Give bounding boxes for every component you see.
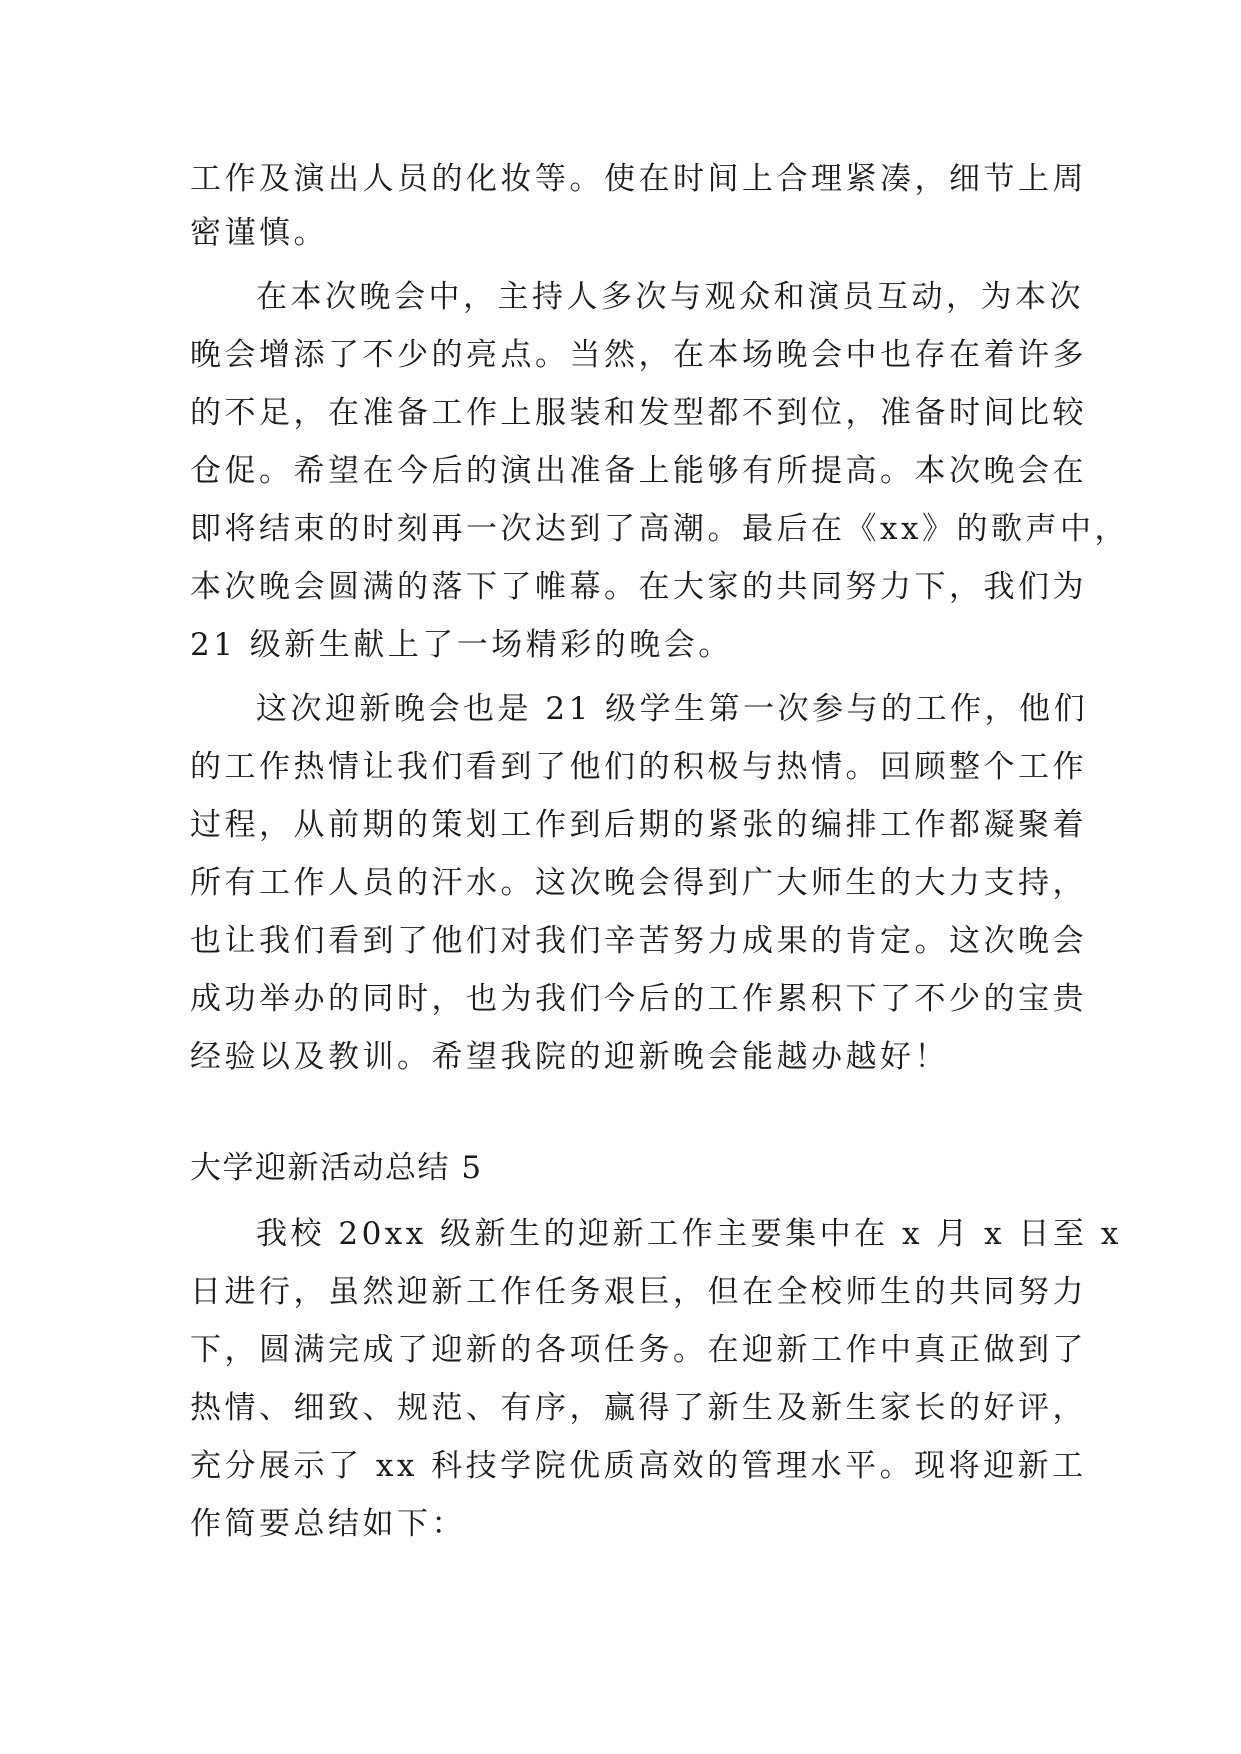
paragraph-line: 的不足，在准备工作上服装和发型都不到位，准备时间比较 [190, 395, 1087, 431]
paragraph-line: 即将结束的时刻再一次达到了高潮。最后在《xx》的歌声中， [190, 511, 1129, 547]
paragraph-line: 成功举办的同时，也为我们今后的工作累积下了不少的宝贵 [190, 981, 1087, 1017]
paragraph-line: 也让我们看到了他们对我们辛苦努力成果的肯定。这次晚会 [190, 923, 1087, 959]
paragraph-line: 充分展示了 xx 科技学院优质高效的管理水平。现将迎新工 [190, 1448, 1087, 1484]
paragraph-line: 密谨慎。 [190, 215, 328, 251]
paragraph-line: 这次迎新晚会也是 21 级学生第一次参与的工作，他们 [256, 691, 1089, 727]
paragraph-line: 仓促。希望在今后的演出准备上能够有所提高。本次晚会在 [190, 453, 1087, 489]
paragraph-line: 在本次晚会中，主持人多次与观众和演员互动，为本次 [256, 279, 1084, 315]
paragraph-line: 日进行，虽然迎新工作任务艰巨，但在全校师生的共同努力 [190, 1274, 1087, 1310]
paragraph-line: 过程，从前期的策划工作到后期的紧张的编排工作都凝聚着 [190, 807, 1087, 843]
paragraph-line: 的工作热情让我们看到了他们的积极与热情。回顾整个工作 [190, 749, 1087, 785]
paragraph-line: 作简要总结如下： [190, 1506, 466, 1542]
paragraph-line: 我校 20xx 级新生的迎新工作主要集中在 x 月 x 日至 x [256, 1216, 1122, 1252]
paragraph-line: 经验以及教训。希望我院的迎新晚会能越办越好！ [190, 1039, 949, 1075]
paragraph-line: 21 级新生献上了一场精彩的晚会。 [190, 627, 733, 663]
paragraph-line: 热情、细致、规范、有序，赢得了新生及新生家长的好评， [190, 1390, 1087, 1426]
paragraph-line: 本次晚会圆满的落下了帷幕。在大家的共同努力下，我们为 [190, 569, 1087, 605]
paragraph-line: 下，圆满完成了迎新的各项任务。在迎新工作中真正做到了 [190, 1332, 1087, 1368]
paragraph-line: 晚会增添了不少的亮点。当然，在本场晚会中也存在着许多 [190, 337, 1087, 373]
paragraph-line: 工作及演出人员的化妆等。使在时间上合理紧凑，细节上周 [190, 161, 1087, 197]
paragraph-line: 所有工作人员的汗水。这次晚会得到广大师生的大力支持， [190, 865, 1087, 901]
section-heading: 大学迎新活动总结 5 [190, 1150, 483, 1186]
